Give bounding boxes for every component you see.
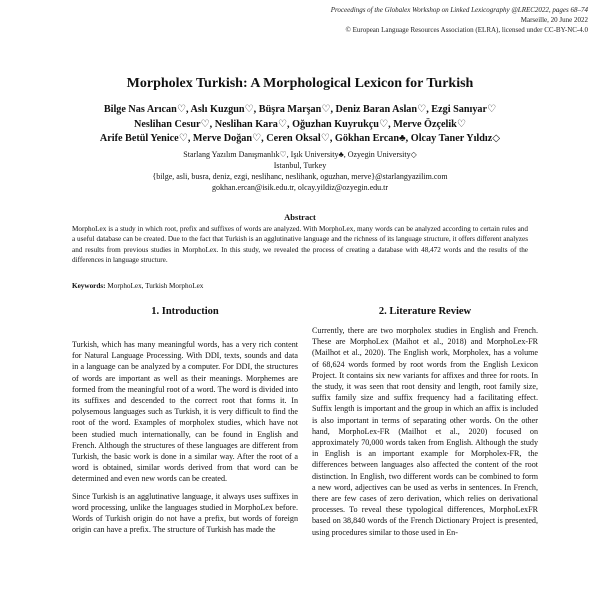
authors-line-3: Arife Betül Yenice♡, Merve Doğan♡, Ceren Oksal♡, Gökhan Ercan♣, Olcay Taner Yıldız◇	[99, 133, 501, 144]
affiliation-line-4: gokhan.ercan@isik.edu.tr, olcay.yildiz@ozyegin.edu.tr	[211, 183, 389, 192]
affiliation-line-1: Starlang Yazılım Danışmanlık♡, Işık University♣, Ozyegin University◇	[183, 150, 417, 159]
paper-title: Morpholex Turkish: A Morphological Lexicon for Turkish	[126, 76, 474, 91]
introduction-paragraph-1: Turkish, which has many meaningful words, has a very rich content for Natural Language Processing. With DDI, texts, sounds and data in a language can be analyzed by a computer. For DDI, the structures of words are important as well as their meanings. Morphemes are formed from the meaningful root of a word. The word is divided into its suffixes and descended to the correct root that forms it. In polysemous languages such as Turkish, it is very difficult to find the root of the word. Examples of morpholex studies, which have not been studied much internationally, can be found in English and French. Although the structures of these languages are different from Turkish, the basic work is done in a similar way. After the root of a word is obtained, similar words derived from that word can be determined and even new words can be created.	[72, 340, 298, 484]
affiliations	[40, 149, 560, 193]
proceedings-header	[331, 5, 588, 35]
section-heading-introduction: 1. Introduction	[151, 306, 219, 317]
affiliation-line-3: {bilge, asli, busra, deniz, ezgi, neslihanc, neslihank, oguzhan, merve}@starlangyazilim.com	[152, 172, 448, 181]
affiliation-line-2: Istanbul, Turkey	[273, 161, 327, 170]
keywords-label: Keywords:	[72, 282, 106, 290]
keywords-text: MorphoLex, Turkish MorphoLex	[107, 282, 204, 290]
section-heading-literature-review: 2. Literature Review	[378, 306, 472, 317]
abstract-heading: Abstract	[284, 212, 316, 222]
header-line-3: © European Language Resources Association (ELRA), licensed under CC-BY-NC-4.0	[345, 26, 588, 34]
authors-line-2: Neslihan Cesur♡, Neslihan Kara♡, Oğuzhan Kuyrukçu♡, Merve Özçelik♡	[134, 118, 466, 130]
introduction-paragraph-2: Since Turkish is an agglutinative language, it always uses suffixes in word processing, unlike the languages studied in MorphoLex before. Words of Turkish origin do not have a prefix, but words of foreign origin can have a prefix. The structure of Turkish has made the	[72, 491, 298, 535]
abstract-text: MorphoLex is a study in which root, prefix and suffixes of words are analyzed. With MorphoLex, many words can be analyzed according to certain rules and a useful database can be created. Due to the fact that Turkish is an agglutinative language and the richness of its language structure, it offers different analyzes and results from previous studies in MorphoLex. In this study, we revealed the process of creating a database with 48,472 words and the results of the differences in language structure.	[72, 225, 528, 264]
author-list	[40, 103, 560, 147]
literature-review-column	[312, 325, 538, 544]
authors-line-1: Bilge Nas Arıcan♡, Aslı Kuzgun♡, Büşra Marşan♡, Deniz Baran Aslan♡, Ezgi Sanıyar♡	[103, 104, 497, 115]
header-line-1: Proceedings of the Globalex Workshop on Linked Lexicography @LREC2022, pages 68–74	[330, 6, 588, 14]
introduction-column	[72, 339, 298, 541]
header-line-2: Marseille, 20 June 2022	[520, 16, 588, 24]
literature-paragraph-1: Currently, there are two morpholex studies in English and French. These are MorphoLex (Maihot et al., 2018) and MorphoLex-FR (Mailhot et al., 2020). The English work, Morpholex, has a volume of 68,624 words formed by root words from the English Lexicon Project. It contains six new variants for affixes and three for roots. In the study, it was seen that root density and length, root family size, suffix family size and suffix frequency had a facilitating effect. Suffix length is important and the group in which an affix is included is also important in terms of separating other words. On the other hand, MorphoLex-FR (Mailhot et al., 2020) focused on approximately 70,000 words taken from English. Although the study in English is an important example for Morpholex-FR, the differences between languages also affected the content of the root distinction. In English, two different words can be combined to form a new word, adjectives can be used as verbs in sentences. In French, there are few cases of zero derivation, which relies on derivational processes. To reveal these typological differences, MorphoLexFR based on 38,840 words of the French Dictionary Project is presented, using procedures similar to those used in En-	[312, 326, 538, 537]
keywords	[72, 282, 203, 290]
